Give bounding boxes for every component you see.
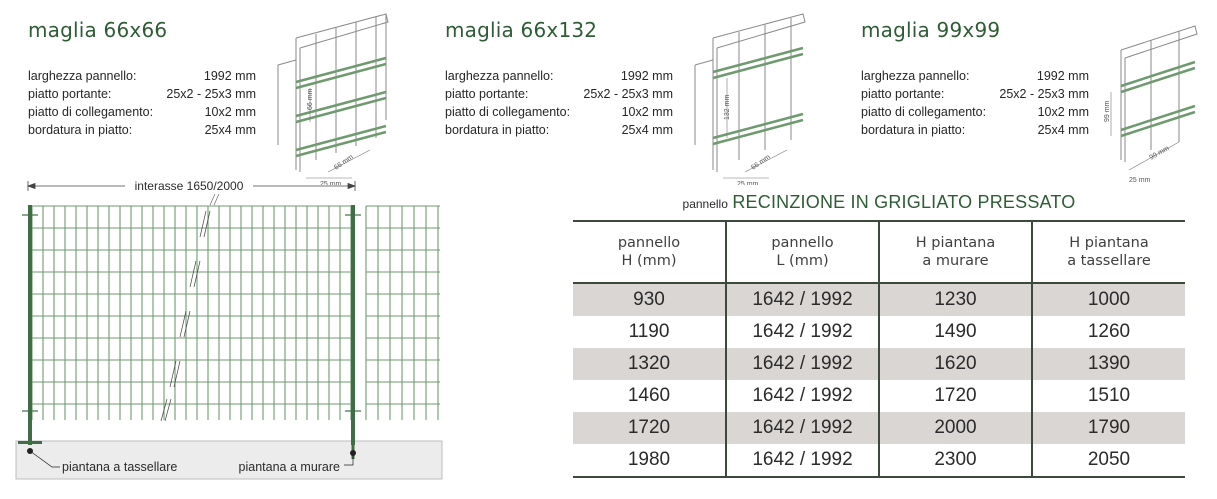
spec-row: piatto portante: 25x2 - 25x3 mm <box>861 87 1089 101</box>
spec-title: maglia 99x99 <box>861 18 1001 42</box>
column-header: H piantana a murare <box>879 221 1032 283</box>
span-dimension-label: interasse 1650/2000 <box>134 179 244 193</box>
table-caption-prefix: pannello <box>682 197 728 211</box>
dimensions-table <box>573 220 1185 478</box>
table-row: 930 1642 / 1992 1230 1000 <box>573 283 1185 316</box>
spec-title: maglia 66x132 <box>445 18 598 42</box>
mesh-height-label: 132 mm <box>724 94 731 120</box>
table-caption <box>574 192 1184 213</box>
table-header-row <box>573 221 1185 283</box>
table-row: 1720 1642 / 1992 2000 1790 <box>573 412 1185 444</box>
spec-list <box>445 67 673 139</box>
column-header: H piantana a tassellare <box>1032 221 1185 283</box>
spec-row: bordatura in piatto: 25x4 mm <box>28 123 256 137</box>
mesh-detail-drawing <box>1099 10 1199 185</box>
post-wall-label: piantana a murare <box>238 460 340 474</box>
mesh-height-label: 99 mm <box>1104 100 1111 122</box>
spec-list <box>861 67 1089 139</box>
column-header: pannello H (mm) <box>573 221 726 283</box>
spec-block-99x99 <box>861 18 1217 183</box>
table-title: RECINZIONE IN GRIGLIATO PRESSATO <box>732 192 1076 212</box>
spec-title: maglia 66x66 <box>28 18 168 42</box>
spec-row: piatto portante: 25x2 - 25x3 mm <box>445 87 673 101</box>
table-row: 1460 1642 / 1992 1720 1510 <box>573 380 1185 412</box>
mesh-depth-label: 25 mm <box>737 181 759 185</box>
mesh-depth-label: 25 mm <box>1129 177 1151 184</box>
spec-row: bordatura in piatto: 25x4 mm <box>861 123 1089 137</box>
spec-row: piatto di collegamento: 10x2 mm <box>445 105 673 119</box>
mesh-detail-drawing <box>266 10 396 185</box>
spec-row: piatto di collegamento: 10x2 mm <box>28 105 256 119</box>
table-row: 1190 1642 / 1992 1490 1260 <box>573 316 1185 348</box>
spec-row: larghezza pannello: 1992 mm <box>28 69 256 83</box>
spec-block-66x132 <box>445 18 845 183</box>
table-row: 1980 1642 / 1992 2300 2050 <box>573 444 1185 477</box>
mesh-width-label: 66 mm <box>333 153 355 172</box>
spec-row: bordatura in piatto: 25x4 mm <box>445 123 673 137</box>
spec-list <box>28 67 256 139</box>
fence-elevation-drawing <box>10 175 450 485</box>
spec-row: larghezza pannello: 1992 mm <box>861 69 1089 83</box>
mesh-height-label: 66 mm <box>307 88 314 110</box>
mesh-detail-drawing <box>683 10 813 185</box>
mesh-width-label: 99 mm <box>1148 144 1171 162</box>
mesh-depth-label: 25 mm <box>320 181 342 185</box>
table-row: 1320 1642 / 1992 1620 1390 <box>573 348 1185 380</box>
mesh-width-label: 66 mm <box>750 153 772 172</box>
spec-block-66x66 <box>28 18 428 183</box>
spec-row: piatto di collegamento: 10x2 mm <box>861 105 1089 119</box>
spec-row: piatto portante: 25x2 - 25x3 mm <box>28 87 256 101</box>
spec-row: larghezza pannello: 1992 mm <box>445 69 673 83</box>
column-header: pannello L (mm) <box>726 221 879 283</box>
post-anchor-label: piantana a tassellare <box>62 460 178 474</box>
